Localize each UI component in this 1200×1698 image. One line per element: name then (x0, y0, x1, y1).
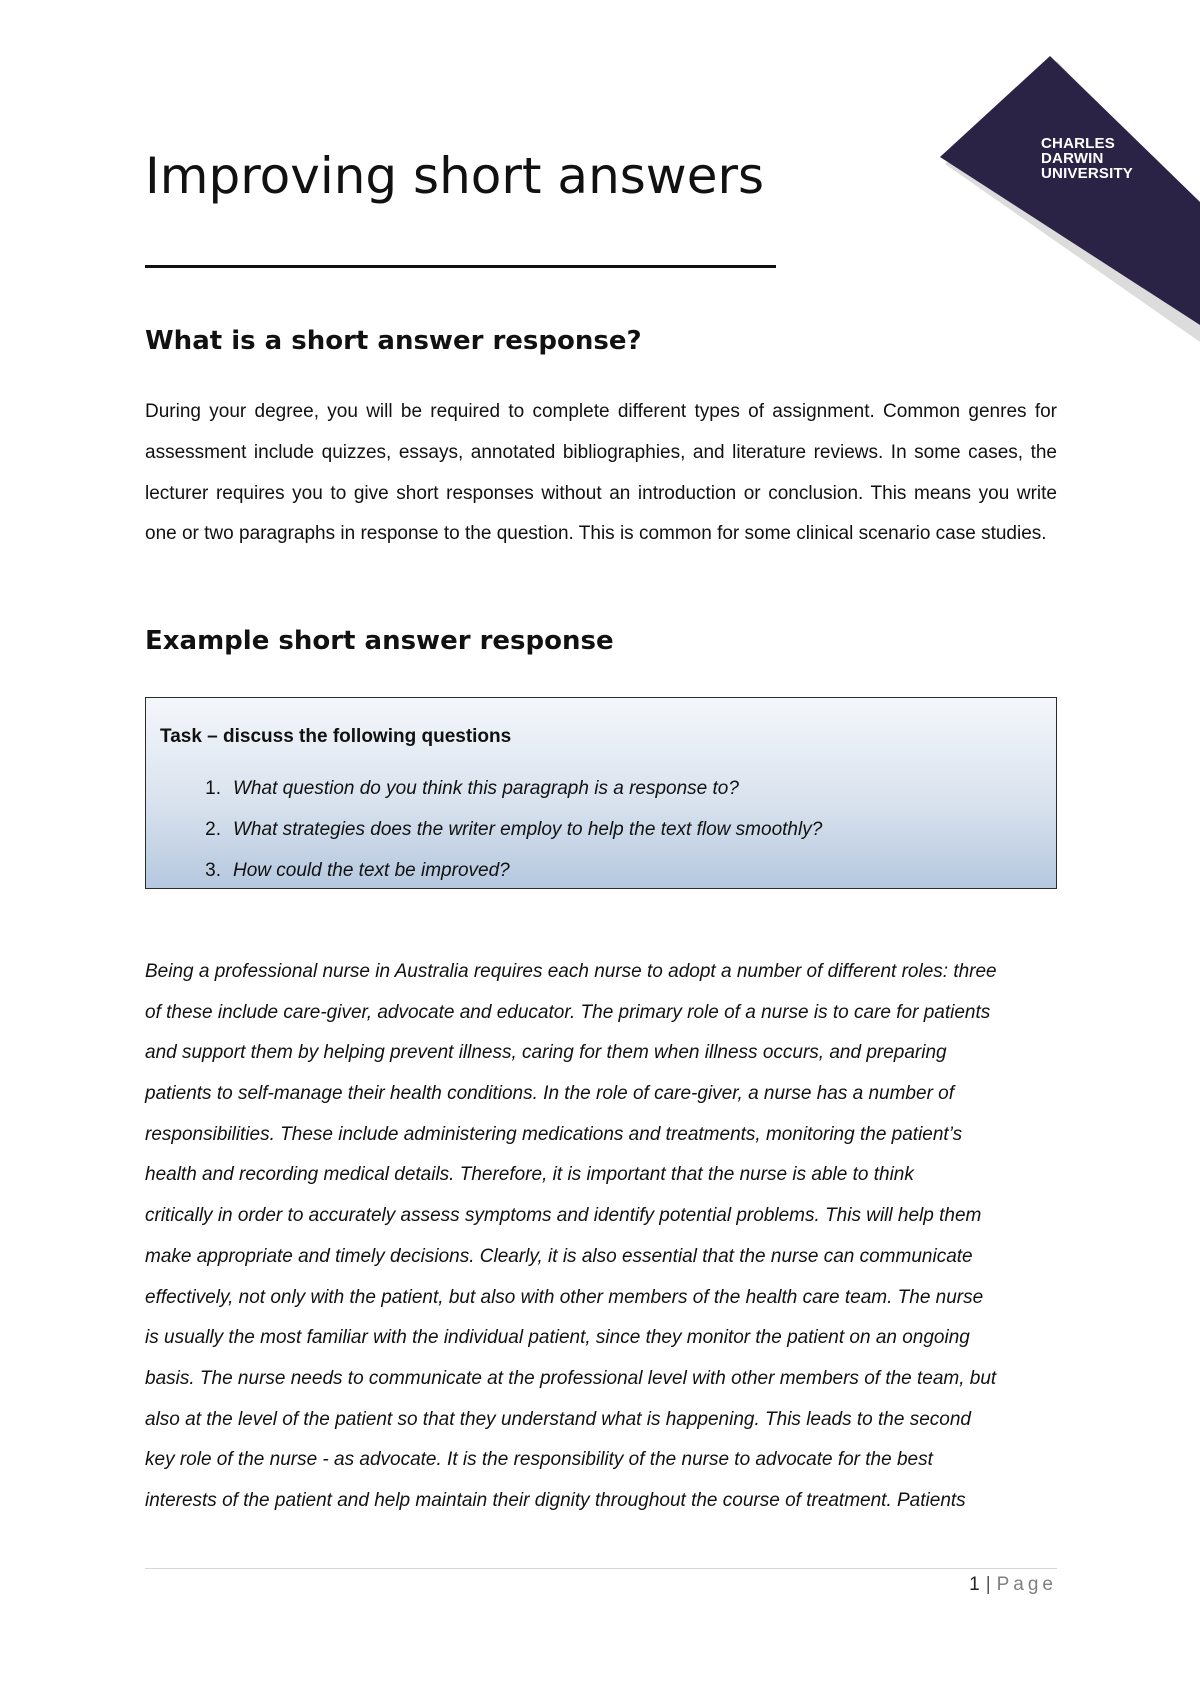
example-line: effectively, not only with the patient, but also with other members of the health care team. The nurse (145, 1286, 984, 1308)
task-question (160, 850, 822, 891)
example-line: basis. The nurse needs to communicate at the professional level with other members of the team, but (145, 1367, 997, 1389)
task-question (160, 809, 822, 850)
page-number: 1 (969, 1574, 980, 1595)
logo-line: DARWIN (1041, 150, 1104, 167)
page-label: Page (996, 1574, 1057, 1595)
task-question-list (160, 768, 822, 891)
task-question-number: 3. (205, 860, 221, 881)
intro-paragraph: During your degree, you will be required to complete different types of assignment. Common genres for assessment include quizzes, essays, annotated bibliographies, and literature reviews. In some cases, the lecturer requires you to give short responses without an introduction or conclusion. This means you write one or two paragraphs in response to the question. This is common for some clinical scenario case studies. (145, 401, 1057, 545)
task-question (160, 768, 822, 809)
example-line: key role of the nurse - as advocate. It is the responsibility of the nurse to advocate for the best (145, 1449, 933, 1471)
example-line: also at the level of the patient so that they understand what is happening. This leads to the second (145, 1408, 971, 1430)
example-line: critically in order to accurately assess symptoms and identify potential problems. This will help them (145, 1205, 982, 1227)
example-line: interests of the patient and help maintain their dignity throughout the course of treatment. Patients (145, 1489, 966, 1511)
footer-separator: | (985, 1574, 991, 1595)
task-question-text: How could the text be improved? (233, 860, 510, 881)
task-question-text: What strategies does the writer employ to help the text flow smoothly? (233, 819, 823, 840)
task-question-number: 1. (205, 778, 221, 799)
document-title: Improving short answers (145, 147, 765, 205)
shield-icon (940, 56, 968, 90)
example-line: make appropriate and timely decisions. Clearly, it is also essential that the nurse can communicate (145, 1245, 973, 1267)
university-logo (940, 56, 1200, 356)
example-line: and support them by helping prevent illness, caring for them when illness occurs, and preparing (145, 1042, 947, 1064)
page-footer (969, 1574, 1057, 1596)
footer-divider (145, 1568, 1057, 1569)
logo-wordmark (1041, 136, 1133, 181)
example-line: health and recording medical details. Therefore, it is important that the nurse is able to think (145, 1164, 914, 1186)
example-line: responsibilities. These include administering medications and treatments, monitoring the patient’s (145, 1123, 963, 1145)
section-heading-what-is: What is a short answer response? (145, 326, 642, 356)
example-line: patients to self-manage their health conditions. In the role of care-giver, a nurse has a number of (145, 1083, 955, 1105)
example-line: is usually the most familiar with the individual patient, since they monitor the patient on an ongoing (145, 1327, 970, 1349)
logo-banner-shape (940, 56, 1200, 356)
example-line: Being a professional nurse in Australia requires each nurse to adopt a number of different roles: three (145, 961, 997, 982)
task-box (145, 697, 1057, 889)
task-question-text: What question do you think this paragraph is a response to? (233, 778, 739, 799)
example-line: of these include care-giver, advocate and educator. The primary role of a nurse is to care for patients (145, 1001, 991, 1023)
title-underline (145, 265, 776, 268)
logo-line: CHARLES (1041, 135, 1115, 152)
task-question-number: 2. (205, 819, 221, 840)
logo-line: UNIVERSITY (1041, 165, 1134, 182)
section-heading-example: Example short answer response (145, 626, 614, 656)
example-paragraph (145, 952, 1075, 1522)
task-title: Task – discuss the following questions (160, 726, 512, 747)
